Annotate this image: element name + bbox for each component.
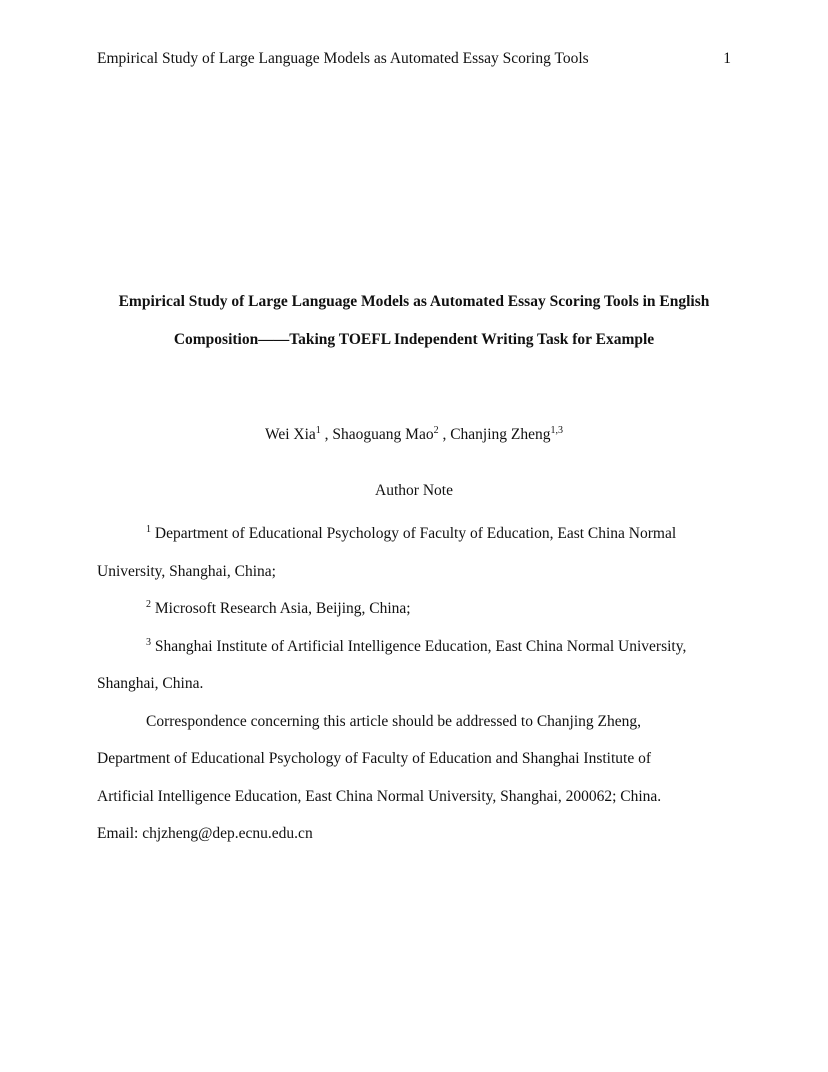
affiliation-marker: 3 xyxy=(146,636,151,648)
page-number: 1 xyxy=(723,50,731,67)
affiliation-1-line-2: University, Shanghai, China; xyxy=(97,562,276,580)
affiliation-text: Department of Educational Psychology of Faculty of Education, East China Normal xyxy=(151,525,677,542)
author-note-heading: Author Note xyxy=(375,482,453,499)
author-name: Wei Xia xyxy=(264,426,316,443)
paper-title xyxy=(60,283,768,359)
author-separator: , xyxy=(320,426,333,443)
title-line-2: Composition——Taking TOEFL Independent Writing Task for Example xyxy=(173,331,655,348)
affiliation-marker: 1 xyxy=(146,524,151,535)
correspondence-line-1: Correspondence concerning this article should be addressed to Chanjing Zheng, xyxy=(146,712,642,730)
correspondence-email: Email: chjzheng@dep.ecnu.edu.cn xyxy=(97,825,313,842)
author-list xyxy=(60,424,768,446)
author-affiliation-marker: 1 xyxy=(315,425,321,436)
correspondence-line-2: Department of Educational Psychology of Faculty of Education and Shanghai Institute of xyxy=(97,750,651,767)
running-head: Empirical Study of Large Language Models as Automated Essay Scoring Tools xyxy=(97,50,589,67)
affiliation-3-line-2: Shanghai, China. xyxy=(97,675,204,692)
affiliation-text: Shanghai Institute of Artificial Intelligence Education, East China Normal University, xyxy=(151,637,687,655)
author-affiliation-marker: 2 xyxy=(433,425,439,436)
author-affiliation-marker: 1,3 xyxy=(550,425,564,436)
author-name: Chanjing Zheng xyxy=(450,426,551,443)
affiliation-3-line-1 xyxy=(97,628,731,666)
affiliation-marker: 2 xyxy=(146,599,151,610)
author-separator: , xyxy=(438,426,451,443)
title-line-1: Empirical Study of Large Language Models as Automated Essay Scoring Tools in English xyxy=(118,293,710,310)
correspondence-line-3: Artificial Intelligence Education, East China Normal University, Shanghai, 200062; China. xyxy=(97,787,662,805)
affiliation-1-line-1 xyxy=(97,515,731,553)
affiliation-2-line-1 xyxy=(97,590,731,628)
affiliation-text: Microsoft Research Asia, Beijing, China; xyxy=(151,600,411,617)
author-note-body xyxy=(97,515,731,853)
author-name: Shaoguang Mao xyxy=(332,426,434,443)
